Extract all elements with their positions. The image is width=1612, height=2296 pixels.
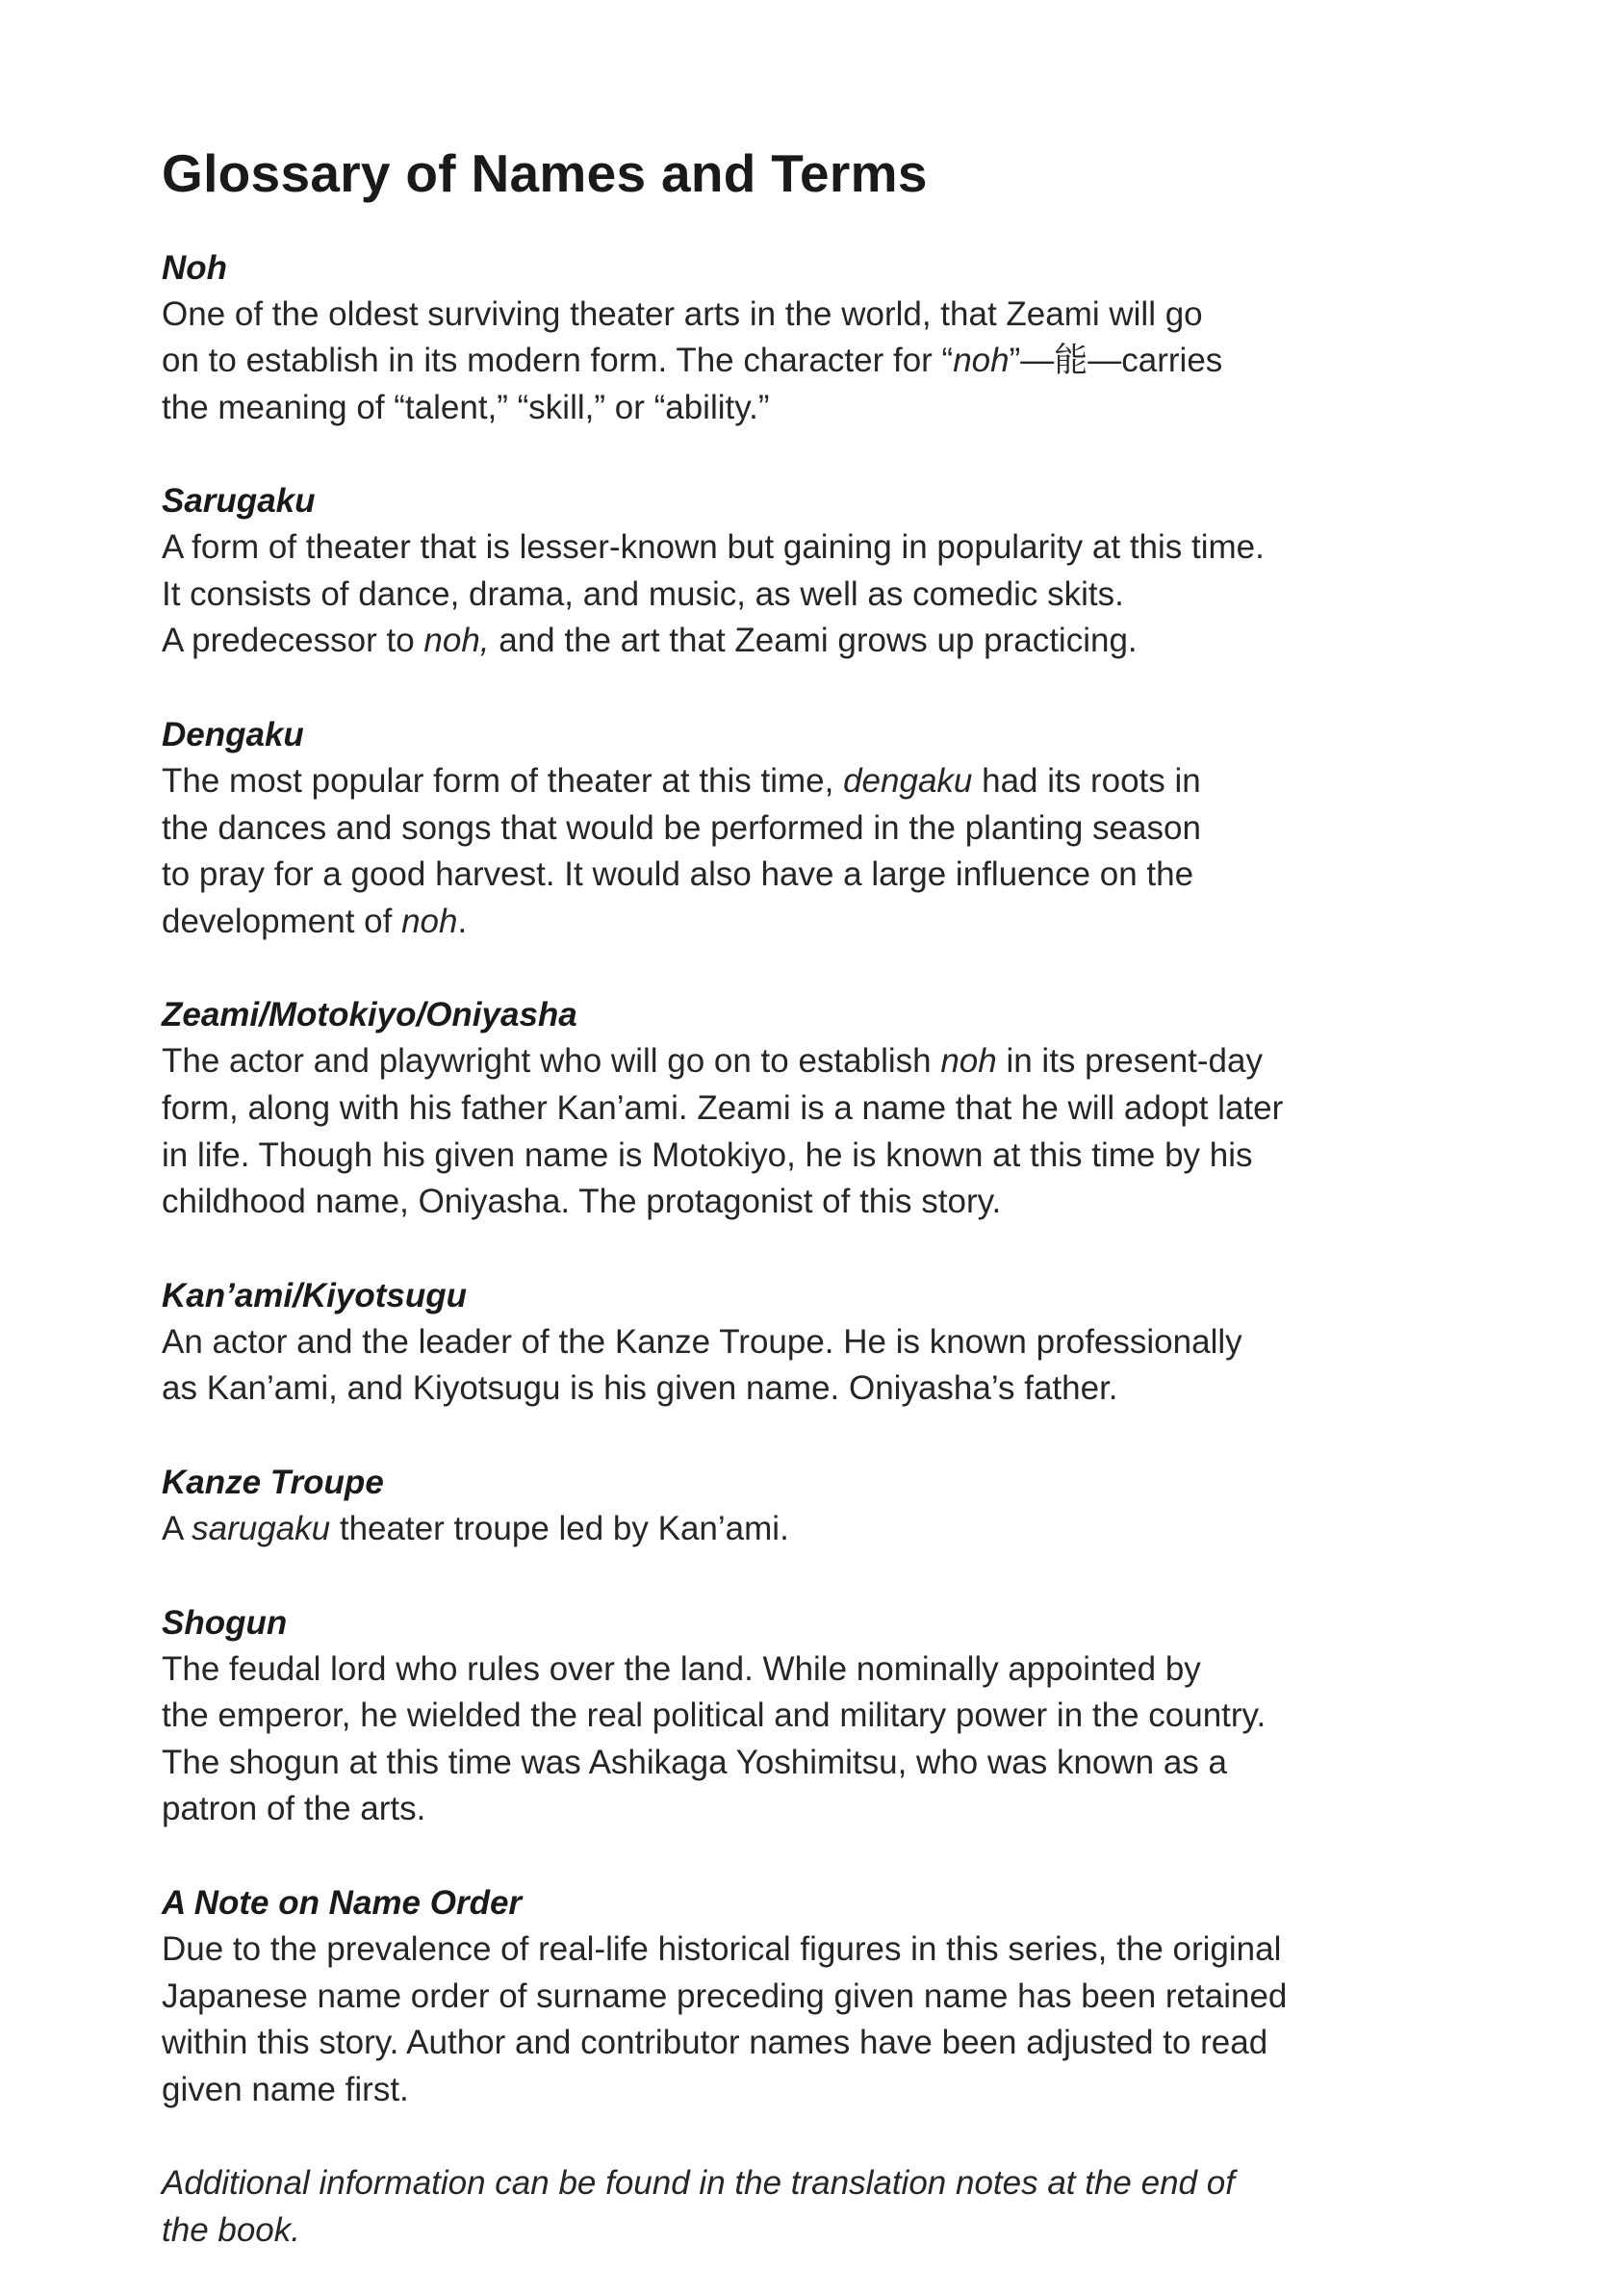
italic-term: sarugaku [192, 1510, 331, 1547]
definition-text: The most popular form of theater at this time, [162, 762, 844, 801]
definition-text: in life. Though his given name is Motokiyo, he is known at this time by his [162, 1135, 1253, 1174]
definition-line [162, 805, 1471, 853]
glossary-entry [162, 1273, 1471, 1413]
glossary-term: Shogun [162, 1603, 288, 1642]
definition-text: form, along with his father Kan’ami. Zeami is a name that he will adopt later [162, 1089, 1284, 1128]
definition-line [162, 572, 1471, 619]
definition-line [162, 385, 1471, 432]
definition-line [162, 2067, 1471, 2114]
definition-line [162, 1974, 1471, 2021]
closing-line: the book. [162, 2210, 300, 2249]
glossary-entry [162, 478, 1471, 665]
glossary-term: A Note on Name Order [162, 1883, 523, 1922]
definition-text: ”—能—carries [1009, 342, 1223, 380]
definition-line [162, 524, 1471, 572]
definition-text: on to establish in its modern form. The character for “ [162, 342, 954, 380]
definition-text: development of [162, 902, 402, 940]
definition-line [162, 1926, 1471, 1974]
glossary-entry [162, 245, 1471, 432]
definition-line [162, 1038, 1471, 1085]
definition-text: patron of the arts. [162, 1790, 426, 1828]
definition-text: A [162, 1510, 192, 1547]
definition-text: One of the oldest surviving theater arts in the world, that Zeami will go [162, 294, 1203, 333]
glossary-entry [162, 1600, 1471, 1833]
definition-text: The actor and playwright who will go on to establish [162, 1042, 941, 1081]
glossary-term: Dengaku [162, 716, 304, 754]
definition-text: Due to the prevalence of real-life historical figures in this series, the original [162, 1929, 1282, 1968]
definition-text: theater troupe led by Kan’ami. [330, 1510, 789, 1547]
definition-line [162, 899, 1471, 946]
definition-text: It consists of dance, drama, and music, as well as comedic skits. [162, 574, 1124, 613]
definition-text: A form of theater that is lesser-known but gaining in popularity at this time. [162, 528, 1265, 567]
closing-line: Additional information can be found in the translation notes at the end of [162, 2164, 1235, 2203]
definition-text: to pray for a good harvest. It would also have a large influence on the [162, 855, 1194, 894]
definition-text: as Kan’ami, and Kiyotsugu is his given name. Oniyasha’s father. [162, 1369, 1118, 1408]
glossary-term: Noh [162, 248, 228, 287]
definition-line [162, 2020, 1471, 2067]
definition-text: had its roots in [972, 762, 1201, 801]
italic-term: noh, [423, 622, 490, 660]
definition-text: childhood name, Oniyasha. The protagonist of this story. [162, 1183, 1002, 1221]
glossary-entry [162, 1460, 1471, 1553]
glossary-entry [162, 712, 1471, 945]
definition-line [162, 1319, 1471, 1366]
definition-text: The shogun at this time was Ashikaga Yoshimitsu, who was known as a [162, 1743, 1227, 1781]
glossary-page [162, 144, 1471, 2255]
definition-line [162, 1085, 1471, 1133]
definition-line [162, 1740, 1471, 1787]
definition-text: . [457, 902, 468, 940]
glossary-term: Sarugaku [162, 482, 316, 521]
glossary-term: Kanze Troupe [162, 1464, 384, 1501]
glossary-term: Kan’ami/Kiyotsugu [162, 1276, 467, 1314]
definition-text: A predecessor to [162, 622, 424, 660]
italic-term: noh [953, 342, 1010, 380]
definition-text: The feudal lord who rules over the land. While nominally appointed by [162, 1649, 1201, 1688]
definition-line [162, 852, 1471, 899]
definition-line [162, 1693, 1471, 1740]
definition-text: the emperor, he wielded the real political and military power in the country. [162, 1696, 1267, 1735]
definition-text: and the art that Zeami grows up practicing. [489, 622, 1138, 660]
closing-note [162, 2160, 1471, 2254]
definition-line [162, 758, 1471, 805]
definition-line [162, 292, 1471, 339]
definition-text: in its present-day [996, 1042, 1263, 1081]
italic-term: dengaku [843, 762, 973, 801]
definition-line [162, 1646, 1471, 1694]
definition-line [162, 338, 1471, 385]
definition-text: given name first. [162, 2070, 409, 2108]
glossary-entry [162, 992, 1471, 1225]
definition-text: An actor and the leader of the Kanze Troupe. He is known professionally [162, 1322, 1242, 1361]
definition-line [162, 1365, 1471, 1413]
glossary-entry [162, 1880, 1471, 2113]
glossary-entries [162, 245, 1471, 2114]
italic-term: noh [940, 1042, 997, 1081]
definition-text: within this story. Author and contributor names have been adjusted to read [162, 2024, 1268, 2062]
definition-line [162, 1506, 1471, 1553]
page-title: Glossary of Names and Terms [162, 143, 928, 203]
definition-line [162, 1786, 1471, 1833]
definition-line [162, 1133, 1471, 1180]
definition-line [162, 618, 1471, 665]
definition-text: the dances and songs that would be performed in the planting season [162, 808, 1201, 847]
definition-text: the meaning of “talent,” “skill,” or “ability.” [162, 388, 770, 426]
italic-term: noh [401, 902, 458, 940]
glossary-term: Zeami/Motokiyo/Oniyasha [162, 996, 577, 1034]
definition-line [162, 1179, 1471, 1226]
definition-text: Japanese name order of surname preceding given name has been retained [162, 1977, 1288, 2015]
